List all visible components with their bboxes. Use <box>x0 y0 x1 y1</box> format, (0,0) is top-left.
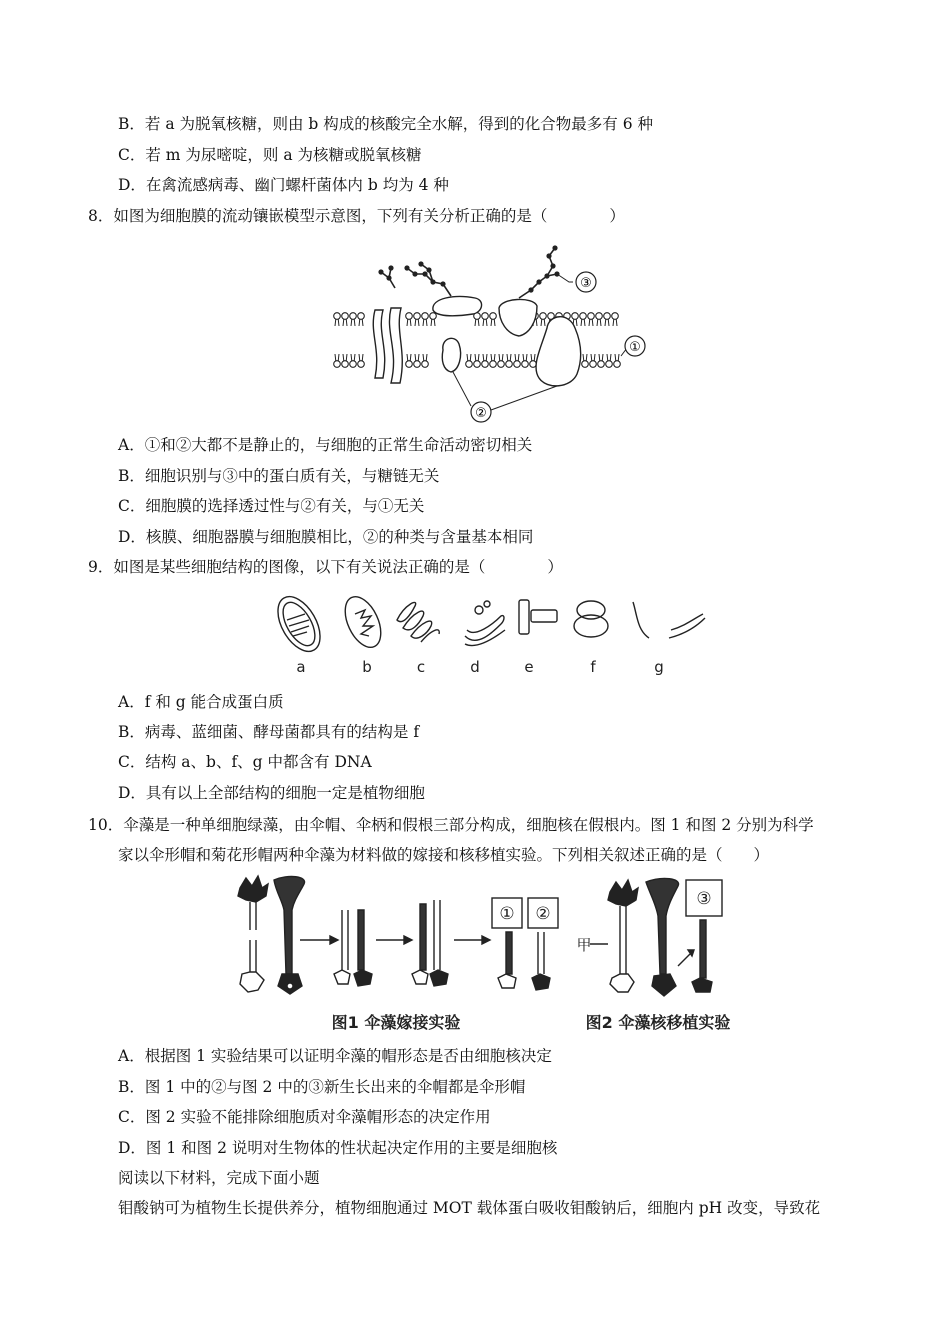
q9-option-a: A．f 和 g 能合成蛋白质 <box>118 693 284 711</box>
fig-label-1: ① <box>499 904 515 924</box>
q8-option-c: C．细胞膜的选择透过性与②有关，与①无关 <box>118 497 425 515</box>
label-1: ① <box>629 340 641 355</box>
q10-option-a: A．根据图 1 实验结果可以证明伞藻的帽形态是否由细胞核决定 <box>118 1047 552 1065</box>
q7-option-d: D．在禽流感病毒、幽门螺杆菌体内 b 均为 4 种 <box>118 176 449 194</box>
organelle-diagram <box>265 590 715 682</box>
q9-stem: 9．如图是某些细胞结构的图像，以下有关说法正确的是（ ） <box>88 558 563 576</box>
q7-option-b: B．若 a 为脱氧核糖，则由 b 构成的核酸完全水解，得到的化合物最多有 6 种 <box>118 115 653 133</box>
fig2-caption: 图2 伞藻核移植实验 <box>585 1013 731 1032</box>
label-g: g <box>654 658 664 676</box>
q9-option-b: B．病毒、蓝细菌、酵母菌都具有的结构是 f <box>118 723 420 741</box>
q8-option-a: A．①和②大都不是静止的，与细胞的正常生命活动密切相关 <box>118 436 533 454</box>
fig-label-jia: 甲 <box>576 936 592 954</box>
q9-option-c: C．结构 a、b、f、g 中都含有 DNA <box>118 753 372 771</box>
q8-option-d: D．核膜、细胞器膜与细胞膜相比，②的种类与含量基本相同 <box>118 528 534 546</box>
q8-stem: 8．如图为细胞膜的流动镶嵌模型示意图，下列有关分析正确的是（ ） <box>88 207 625 225</box>
reading-text: 钼酸钠可为植物生长提供养分，植物细胞通过 MOT 载体蛋白吸收钼酸钠后，细胞内 pH 改变，导致花 <box>118 1199 821 1217</box>
label-e: e <box>524 658 534 676</box>
label-f: f <box>590 658 596 676</box>
q9-option-d: D．具有以上全部结构的细胞一定是植物细胞 <box>118 784 425 802</box>
reading-intro: 阅读以下材料，完成下面小题 <box>118 1169 320 1187</box>
label-3: ③ <box>580 276 592 291</box>
fig-label-3: ③ <box>696 889 712 909</box>
q10-stem-line1: 10．伞藻是一种单细胞绿藻，由伞帽、伞柄和假根三部分构成，细胞核在假根内。图 1 和图 2 分别为科学 <box>88 816 814 834</box>
label-2: ② <box>475 406 487 421</box>
q7-option-c: C．若 m 为尿嘧啶，则 a 为核糖或脱氧核糖 <box>118 146 422 164</box>
label-d: d <box>470 658 480 676</box>
q10-option-d: D．图 1 和图 2 说明对生物体的性状起决定作用的主要是细胞核 <box>118 1139 558 1157</box>
q10-stem-line2: 家以伞形帽和菊花形帽两种伞藻为材料做的嫁接和核移植实验。下列相关叙述正确的是（ ） <box>118 846 770 864</box>
acetabularia-diagram <box>228 870 758 1038</box>
fig1-caption: 图1 伞藻嫁接实验 <box>331 1013 461 1032</box>
membrane-diagram <box>325 238 655 428</box>
label-b: b <box>362 658 372 676</box>
q10-option-c: C．图 2 实验不能排除细胞质对伞藻帽形态的决定作用 <box>118 1108 491 1126</box>
label-c: c <box>416 658 426 676</box>
fig-label-2: ② <box>535 904 551 924</box>
q10-option-b: B．图 1 中的②与图 2 中的③新生长出来的伞帽都是伞形帽 <box>118 1078 526 1096</box>
q8-option-b: B．细胞识别与③中的蛋白质有关，与糖链无关 <box>118 467 440 485</box>
label-a: a <box>296 658 306 676</box>
